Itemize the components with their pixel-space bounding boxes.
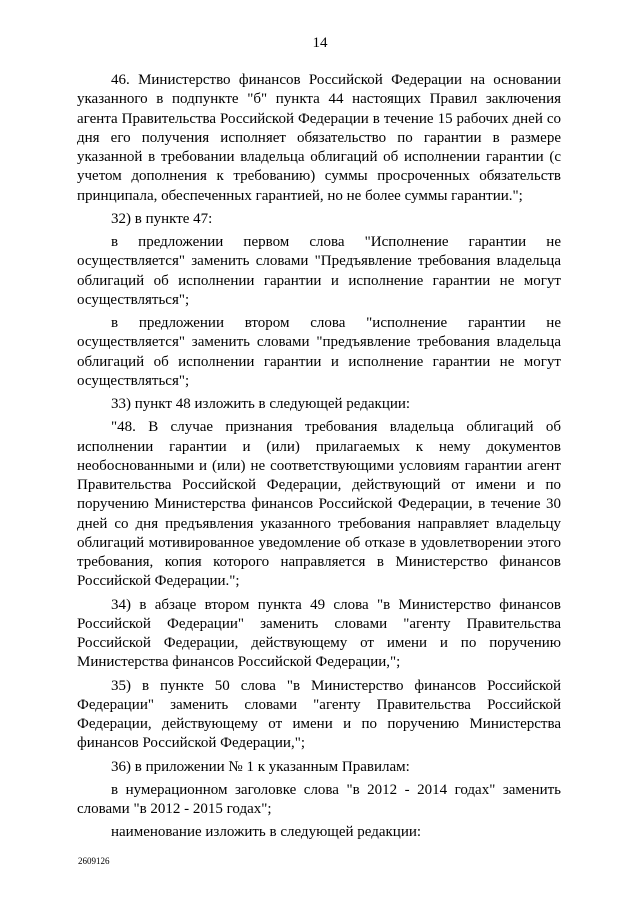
paragraph-item-33: 33) пункт 48 изложить в следующей редакции: [111,396,411,412]
document-code: 2609126 [78,856,110,866]
paragraph-numbering-heading: в нумерационном заголовке слова "в 2012 - 2014 годах" заменить словами "в 2012 - 2015 годах"; [77,781,561,817]
paragraph-item-36: 36) в приложении № 1 к указанным Правилам: [111,758,410,775]
paragraph-47-sentence-1: в предложении первом слова "Исполнение гарантии не осуществляется" заменить словами "Предъявление требования владельца облигаций об исполнении гарантии и исполнение гарантии не могут осуществляться"; [77,234,561,308]
document-body [77,71,561,847]
paragraph-title-change: наименование изложить в следующей редакции: [111,824,422,841]
paragraph-item-34: 34) в абзаце втором пункта 49 слова "в Министерство финансов Российской Федерации" заменить словами "агенту Правительства Российской Федерации, действующему от имени и по поручению Министерства финансов Российской Федерации,"; [77,596,561,671]
paragraph-46: 46. Министерство финансов Российской Федерации на основании указанного в подпункте "б" пункта 44 настоящих Правил заключения агента Правительства Российской Федерации в течение 15 рабочих дней со дня его получения исполняет обязательство по гарантии в размере указанной в требовании владельца облигаций об исполнении гарантии (с учетом дополнения к требованию) суммы просроченных обязательств принципала, обеспеченных гарантией, но не более суммы гарантии."; [77,72,561,204]
page-number: 14 [312,35,328,51]
paragraph-item-35: 35) в пункте 50 слова "в Министерство финансов Российской Федерации" заменить словами "агенту Правительства Российской Федерации, действующему от имени и по поручению Министерства финансов Российской Федерации,"; [77,677,561,752]
paragraph-47-sentence-2: в предложении втором слова "исполнение гарантии не осуществляется" заменить словами "предъявление требования владельца облигаций об исполнении гарантии и исполнение гарантии не могут осуществляться"; [77,315,561,389]
paragraph-48-text: "48. В случае признания требования владельца облигаций об исполнении гарантии и (или) прилагаемых к нему документов необоснованными и (или) не соответствующими условиям гарантии агент Правительства Российской Федерации, действующий от имени и по поручению Министерства финансов Российской Федерации, в течение 30 дней со дня предъявления указанного требования направляет владельцу облигаций мотивированное уведомление об отказе в удовлетворении этого требования, копия которого направляется в Министерство финансов Российской Федерации."; [77,419,561,590]
paragraph-item-32: 32) в пункте 47: [111,210,213,227]
